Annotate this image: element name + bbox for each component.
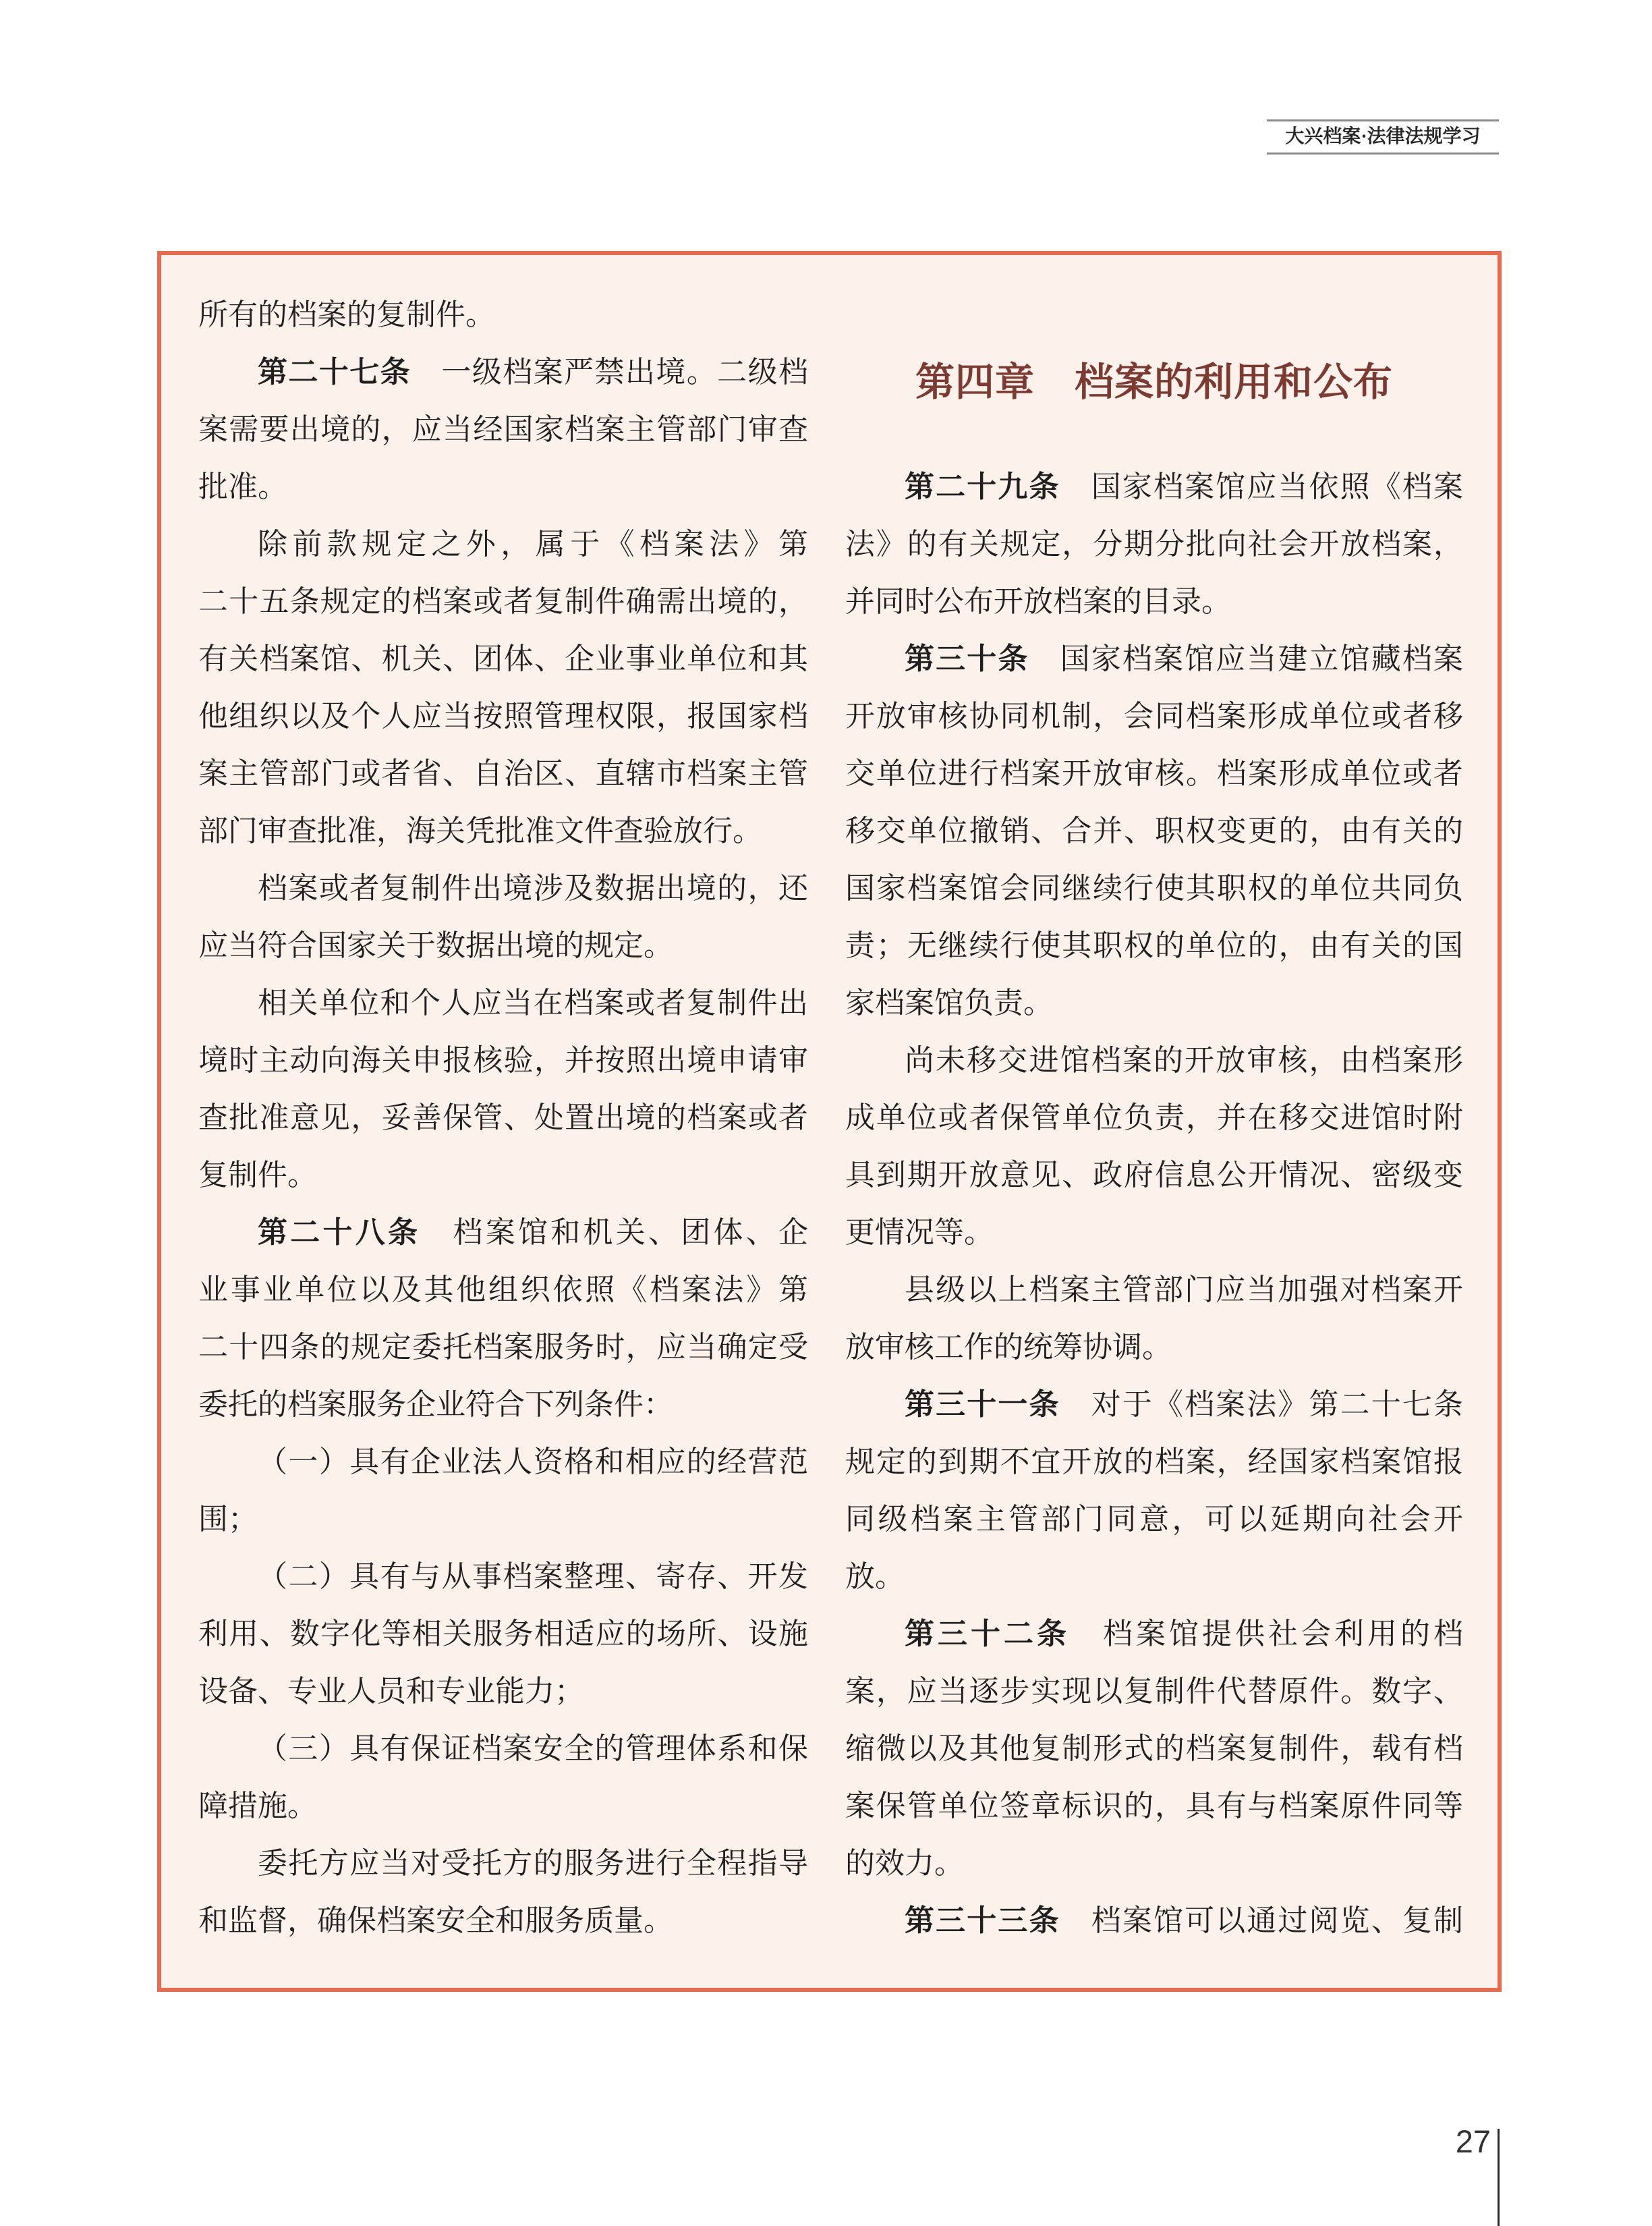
text-line: 二十五条规定的档案或者复制件确需出境的， (198, 585, 808, 618)
text-line: 第三十二条 档案馆提供社会利用的档 (905, 1617, 1463, 1650)
text-line: 应当符合国家关于数据出境的规定。 (198, 929, 673, 962)
text-line: 放审核工作的统筹协调。 (845, 1331, 1172, 1364)
text-line: 委托方应当对受托方的服务进行全程指导 (258, 1847, 808, 1880)
text-line: 第二十八条 档案馆和机关、团体、企 (258, 1216, 808, 1249)
text-line: 同级档案主管部门同意，可以延期向社会开 (845, 1503, 1463, 1536)
content-box (157, 251, 1502, 1992)
text-line: 国家档案馆会同继续行使其职权的单位共同负 (845, 872, 1463, 905)
text-line: 开放审核协同机制，会同档案形成单位或者移 (845, 700, 1463, 733)
text-line: 责；无继续行使其职权的单位的，由有关的国 (845, 929, 1463, 962)
text-line: 相关单位和个人应当在档案或者复制件出 (258, 986, 808, 1020)
text-line: 的效力。 (845, 1847, 964, 1880)
header-rule-bottom (1267, 152, 1499, 155)
text-line: 成单位或者保管单位负责，并在移交进馆时附 (845, 1101, 1463, 1134)
text-line: 境时主动向海关申报核验，并按照出境申请审 (198, 1044, 808, 1077)
text-line: 案保管单位签章标识的，具有与档案原件同等 (845, 1789, 1463, 1822)
text-line: 法》的有关规定，分期分批向社会开放档案， (845, 528, 1463, 561)
text-line: 更情况等。 (845, 1216, 994, 1249)
text-line: 二十四条的规定委托档案服务时，应当确定受 (198, 1331, 808, 1364)
article-number: 第二十八条 (258, 1216, 421, 1249)
text-line: 县级以上档案主管部门应当加强对档案开 (905, 1273, 1463, 1306)
text-line: 第二十七条 一级档案严禁出境。二级档 (258, 356, 809, 389)
text-line: （二）具有与从事档案整理、寄存、开发 (258, 1560, 808, 1593)
text-line: 和监督，确保档案安全和服务质量。 (198, 1904, 673, 1937)
text-line: 第二十九条 国家档案馆应当依照《档案 (905, 470, 1464, 503)
text-line: 第三十三条 档案馆可以通过阅览、复制 (905, 1904, 1464, 1937)
text-line: 障措施。 (198, 1789, 317, 1822)
text-line: 交单位进行档案开放审核。档案形成单位或者 (845, 757, 1463, 790)
article-number: 第二十七条 (258, 356, 411, 389)
text-line: 委托的档案服务企业符合下列条件： (198, 1388, 673, 1421)
text-line: 放。 (845, 1560, 905, 1593)
text-line: 查批准意见，妥善保管、处置出境的档案或者 (198, 1101, 808, 1134)
text-line: （一）具有企业法人资格和相应的经营范 (258, 1445, 808, 1478)
text-line: 利用、数字化等相关服务相适应的场所、设施 (198, 1617, 808, 1650)
text-line: 家档案馆负责。 (845, 986, 1053, 1020)
text-line: 第三十条 国家档案馆应当建立馆藏档案 (905, 642, 1464, 675)
right-column (845, 458, 1463, 1949)
text-line: 规定的到期不宜开放的档案，经国家档案馆报 (845, 1445, 1463, 1478)
left-column (198, 286, 808, 1949)
text-line: 缩微以及其他复制形式的档案复制件，载有档 (845, 1732, 1463, 1765)
text-line: 设备、专业人员和专业能力； (198, 1675, 584, 1708)
text-line: 档案或者复制件出境涉及数据出境的，还 (258, 872, 808, 905)
text-line: 移交单位撤销、合并、职权变更的，由有关的 (845, 814, 1463, 847)
article-number: 第三十二条 (905, 1617, 1070, 1650)
text-line: 案，应当逐步实现以复制件代替原件。数字、 (845, 1675, 1463, 1708)
article-number: 第二十九条 (905, 470, 1060, 503)
text-line: 案主管部门或者省、自治区、直辖市档案主管 (198, 757, 808, 790)
text-line: 有关档案馆、机关、团体、企业事业单位和其 (198, 642, 808, 675)
text-line: 复制件。 (198, 1159, 317, 1192)
text-line: 具到期开放意见、政府信息公开情况、密级变 (845, 1159, 1463, 1192)
text-line: 第三十一条 对于《档案法》第二十七条 (905, 1388, 1464, 1421)
page-number: 27 (1455, 2123, 1491, 2159)
text-line: 他组织以及个人应当按照管理权限，报国家档 (198, 700, 808, 733)
text-line: 业事业单位以及其他组织依照《档案法》第 (198, 1273, 808, 1306)
article-number: 第三十一条 (905, 1388, 1060, 1421)
text-line: 围； (198, 1503, 258, 1536)
text-line: 并同时公布开放档案的目录。 (845, 585, 1231, 618)
text-line: （三）具有保证档案安全的管理体系和保 (258, 1732, 808, 1765)
text-line: 案需要出境的，应当经国家档案主管部门审查 (198, 413, 808, 446)
text-line: 部门审查批准，海关凭批准文件查验放行。 (198, 814, 762, 847)
header-rule-top (1267, 119, 1499, 121)
text-line: 尚未移交进馆档案的开放审核，由档案形 (905, 1044, 1463, 1077)
header-title: 大兴档案·法律法规学习 (1285, 126, 1481, 147)
page-number-rule (1498, 2129, 1500, 2226)
chapter-heading: 第四章 档案的利用和公布 (915, 360, 1393, 404)
text-line: 除前款规定之外，属于《档案法》第 (258, 528, 808, 561)
article-number: 第三十条 (905, 642, 1029, 675)
text-line: 所有的档案的复制件。 (198, 298, 495, 331)
text-line: 批准。 (198, 470, 287, 503)
article-number: 第三十三条 (905, 1904, 1060, 1937)
